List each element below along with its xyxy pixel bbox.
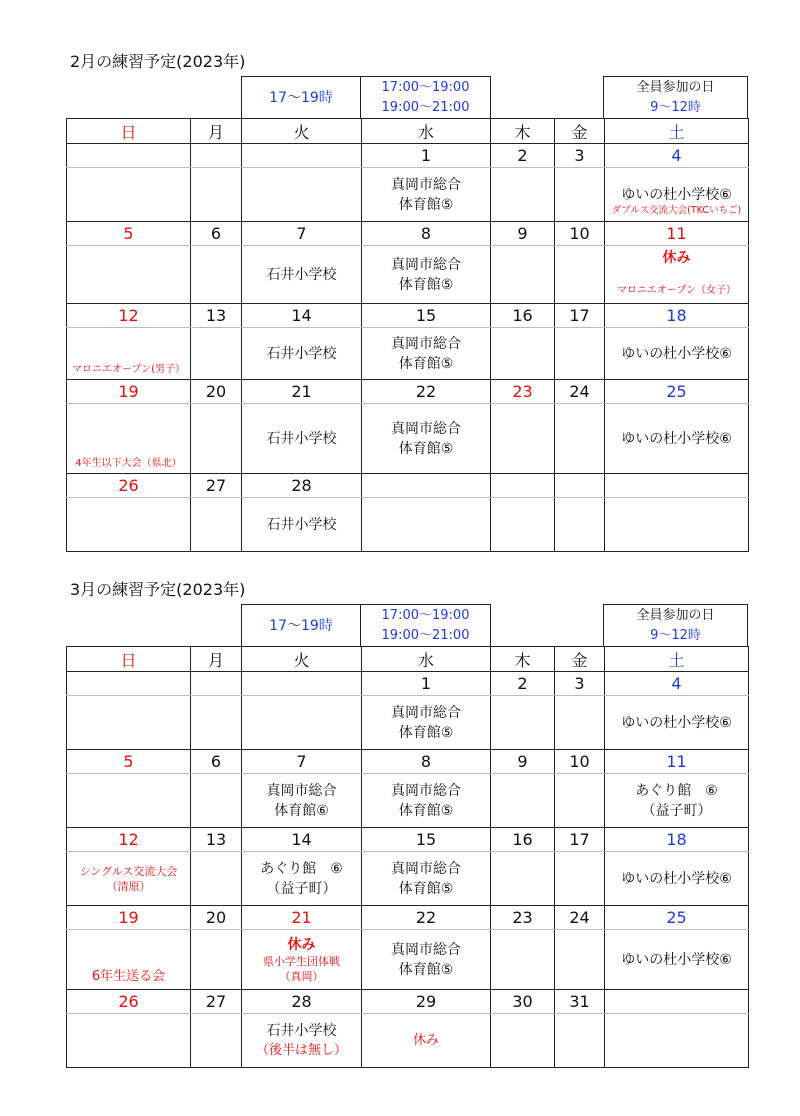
date-cell: 15 bbox=[362, 304, 491, 328]
event-cell bbox=[67, 328, 191, 380]
date-cell: 19 bbox=[67, 906, 191, 930]
mar-title: 3月の練習予定(2023年) bbox=[70, 580, 246, 599]
event-cell bbox=[555, 328, 605, 380]
date-cell: 15 bbox=[362, 828, 491, 852]
mar-wed-hours-1: 17:00～19:00 bbox=[381, 607, 470, 623]
mar-tue-hours-text: 17～19時 bbox=[269, 617, 333, 634]
feb-wed-hours-2: 19:00～21:00 bbox=[381, 99, 470, 115]
event-cell bbox=[67, 696, 191, 750]
date-cell: 3 bbox=[555, 672, 605, 696]
mar-week5-events bbox=[67, 1014, 749, 1068]
mar-sat-hours-1: 全員参加の日 bbox=[636, 607, 715, 623]
event-cell bbox=[67, 930, 191, 990]
venue-line: 体育館⑤ bbox=[398, 355, 454, 372]
event-cell bbox=[605, 1014, 749, 1068]
feb-week1-events bbox=[67, 168, 749, 222]
date-cell: 24 bbox=[555, 906, 605, 930]
event-note: 4年生以下大会（県北） bbox=[75, 458, 182, 469]
feb-sat-hours-2: 9～12時 bbox=[650, 99, 701, 115]
event-cell bbox=[605, 774, 749, 828]
mar-wed-hours-2: 19:00～21:00 bbox=[381, 627, 470, 643]
event-note: ダブルス交流大会(TKCいちご) bbox=[611, 204, 742, 216]
venue-line: 石井小学校 bbox=[266, 266, 337, 283]
feb-wed-hours-1: 17:00～19:00 bbox=[381, 79, 470, 95]
date-cell: 1 bbox=[362, 144, 491, 168]
venue-line: 真岡市総合 bbox=[391, 176, 461, 193]
event-cell bbox=[191, 404, 242, 474]
venue-line: 体育館⑥ bbox=[274, 802, 329, 819]
mar-weekday-header bbox=[67, 647, 749, 672]
date-cell: 4 bbox=[605, 672, 749, 696]
event-note: （清原） bbox=[106, 879, 151, 893]
venue-line: ゆいの杜小学校⑥ bbox=[621, 186, 732, 203]
event-cell bbox=[191, 1014, 242, 1068]
event-cell bbox=[242, 930, 362, 990]
date-cell: 11 bbox=[605, 750, 749, 774]
feb-title: 2月の練習予定(2023年) bbox=[70, 52, 246, 71]
venue-line: 体育館⑤ bbox=[398, 802, 454, 819]
event-cell bbox=[67, 852, 191, 906]
venue-line: ゆいの杜小学校⑥ bbox=[621, 345, 732, 362]
feb-week4-events bbox=[67, 404, 749, 474]
mar-wed-hours bbox=[360, 604, 491, 646]
date-cell: 11 bbox=[605, 222, 749, 246]
date-cell: 4 bbox=[605, 144, 749, 168]
weekday-thu: 木 bbox=[491, 119, 555, 144]
mar-week3-events bbox=[67, 852, 749, 906]
date-cell: 6 bbox=[191, 222, 242, 246]
weekday-sat: 土 bbox=[605, 119, 749, 144]
venue-line: 体育館⑤ bbox=[398, 196, 454, 213]
weekday-sun: 日 bbox=[67, 647, 191, 672]
date-cell: 5 bbox=[67, 750, 191, 774]
cancel-label: 休み bbox=[412, 1032, 439, 1048]
venue-line: あぐり館 ⑥ bbox=[635, 782, 718, 799]
date-cell: 28 bbox=[242, 474, 362, 498]
feb-week4-dates bbox=[67, 380, 749, 404]
date-cell bbox=[67, 144, 191, 168]
weekday-mon: 月 bbox=[191, 647, 242, 672]
date-cell: 27 bbox=[191, 474, 242, 498]
event-note: 県小学生団体戦 bbox=[263, 954, 340, 968]
feb-week5-dates bbox=[67, 474, 749, 498]
weekday-sun: 日 bbox=[67, 119, 191, 144]
event-note: （後半は無し） bbox=[255, 1042, 347, 1058]
feb-week1-dates bbox=[67, 144, 749, 168]
venue-line: 体育館⑤ bbox=[398, 961, 454, 978]
feb-week3-events bbox=[67, 328, 749, 380]
venue-line: 真岡市総合 bbox=[391, 256, 461, 273]
feb-sat-hours-1: 全員参加の日 bbox=[636, 79, 715, 95]
date-cell bbox=[555, 474, 605, 498]
event-cell bbox=[362, 930, 491, 990]
venue-line: 体育館⑤ bbox=[398, 276, 454, 293]
date-cell: 28 bbox=[242, 990, 362, 1014]
mar-week2-dates bbox=[67, 750, 749, 774]
date-cell: 23 bbox=[491, 906, 555, 930]
date-cell: 6 bbox=[191, 750, 242, 774]
venue-line: 真岡市総合 bbox=[391, 941, 461, 958]
date-cell: 18 bbox=[605, 828, 749, 852]
event-cell bbox=[242, 1014, 362, 1068]
event-cell bbox=[555, 246, 605, 304]
event-cell bbox=[191, 774, 242, 828]
date-cell bbox=[605, 990, 749, 1014]
event-cell bbox=[242, 168, 362, 222]
event-cell bbox=[491, 498, 555, 552]
mar-week4-dates bbox=[67, 906, 749, 930]
weekday-wed: 水 bbox=[362, 647, 491, 672]
event-cell bbox=[491, 1014, 555, 1068]
date-cell: 26 bbox=[67, 474, 191, 498]
date-cell: 19 bbox=[67, 380, 191, 404]
event-cell bbox=[362, 168, 491, 222]
event-note: マロニエオープン（女子） bbox=[616, 285, 737, 296]
event-cell bbox=[242, 696, 362, 750]
weekday-tue: 火 bbox=[242, 647, 362, 672]
date-cell: 20 bbox=[191, 380, 242, 404]
mar-tue-hours bbox=[241, 604, 361, 646]
venue-line: 体育館⑤ bbox=[398, 440, 454, 457]
event-cell bbox=[242, 246, 362, 304]
date-cell: 25 bbox=[605, 906, 749, 930]
event-cell bbox=[555, 852, 605, 906]
date-cell: 24 bbox=[555, 380, 605, 404]
date-cell bbox=[191, 672, 242, 696]
mar-week4-events bbox=[67, 930, 749, 990]
date-cell: 30 bbox=[491, 990, 555, 1014]
event-cell bbox=[491, 246, 555, 304]
event-cell bbox=[191, 852, 242, 906]
feb-weekday-header bbox=[67, 119, 749, 144]
venue-line: （益子町） bbox=[641, 802, 712, 819]
feb-sat-hours bbox=[603, 76, 748, 118]
event-cell bbox=[67, 246, 191, 304]
venue-line: 真岡市総合 bbox=[391, 335, 461, 352]
event-note: マロニエオープン(男子） bbox=[71, 364, 185, 375]
date-cell: 14 bbox=[242, 828, 362, 852]
venue-line: ゆいの杜小学校⑥ bbox=[621, 870, 732, 887]
event-cell bbox=[67, 168, 191, 222]
event-cell bbox=[491, 168, 555, 222]
feb-week2-dates bbox=[67, 222, 749, 246]
date-cell: 2 bbox=[491, 672, 555, 696]
event-cell bbox=[191, 328, 242, 380]
event-cell bbox=[605, 930, 749, 990]
date-cell: 7 bbox=[242, 222, 362, 246]
mar-week3-dates bbox=[67, 828, 749, 852]
event-cell bbox=[242, 774, 362, 828]
venue-line: 石井小学校 bbox=[266, 516, 337, 533]
date-cell: 5 bbox=[67, 222, 191, 246]
event-cell bbox=[242, 328, 362, 380]
event-cell bbox=[362, 696, 491, 750]
event-cell bbox=[491, 328, 555, 380]
date-cell: 31 bbox=[555, 990, 605, 1014]
venue-line: ゆいの杜小学校⑥ bbox=[621, 714, 732, 731]
event-cell bbox=[555, 498, 605, 552]
event-cell bbox=[491, 774, 555, 828]
venue-line: 真岡市総合 bbox=[391, 704, 461, 721]
date-cell: 9 bbox=[491, 750, 555, 774]
date-cell: 27 bbox=[191, 990, 242, 1014]
date-cell: 13 bbox=[191, 304, 242, 328]
event-note: 6年生送る会 bbox=[91, 969, 166, 984]
event-cell bbox=[362, 498, 491, 552]
date-cell: 23 bbox=[491, 380, 555, 404]
date-cell: 10 bbox=[555, 222, 605, 246]
venue-line: ゆいの杜小学校⑥ bbox=[621, 430, 732, 447]
date-cell: 8 bbox=[362, 222, 491, 246]
mar-sat-hours bbox=[603, 604, 748, 646]
event-cell bbox=[555, 696, 605, 750]
event-cell bbox=[67, 498, 191, 552]
date-cell bbox=[242, 144, 362, 168]
date-cell: 20 bbox=[191, 906, 242, 930]
weekday-wed: 水 bbox=[362, 119, 491, 144]
event-cell bbox=[555, 1014, 605, 1068]
date-cell: 26 bbox=[67, 990, 191, 1014]
event-cell bbox=[555, 774, 605, 828]
mar-sat-hours-2: 9～12時 bbox=[650, 627, 701, 643]
event-cell bbox=[242, 404, 362, 474]
date-cell: 8 bbox=[362, 750, 491, 774]
event-cell bbox=[605, 852, 749, 906]
date-cell: 17 bbox=[555, 828, 605, 852]
date-cell bbox=[605, 474, 749, 498]
event-cell bbox=[362, 852, 491, 906]
date-cell: 22 bbox=[362, 380, 491, 404]
date-cell bbox=[242, 672, 362, 696]
venue-line: 体育館⑤ bbox=[398, 880, 454, 897]
feb-tue-hours bbox=[241, 76, 361, 118]
venue-line: 真岡市総合 bbox=[391, 420, 461, 437]
date-cell: 21 bbox=[242, 906, 362, 930]
event-cell bbox=[555, 930, 605, 990]
event-cell bbox=[191, 696, 242, 750]
weekday-tue: 火 bbox=[242, 119, 362, 144]
event-cell bbox=[191, 246, 242, 304]
event-cell bbox=[191, 498, 242, 552]
event-cell bbox=[605, 498, 749, 552]
date-cell: 9 bbox=[491, 222, 555, 246]
event-cell bbox=[242, 852, 362, 906]
date-cell: 25 bbox=[605, 380, 749, 404]
event-note: シングルス交流大会 bbox=[79, 864, 178, 878]
date-cell: 18 bbox=[605, 304, 749, 328]
event-cell bbox=[491, 852, 555, 906]
date-cell bbox=[491, 474, 555, 498]
event-cell bbox=[555, 168, 605, 222]
date-cell: 17 bbox=[555, 304, 605, 328]
event-cell bbox=[191, 168, 242, 222]
venue-line: あぐり館 ⑥ bbox=[260, 860, 343, 877]
event-cell bbox=[491, 404, 555, 474]
venue-line: 石井小学校 bbox=[266, 345, 337, 362]
weekday-sat: 土 bbox=[605, 647, 749, 672]
date-cell bbox=[67, 672, 191, 696]
date-cell: 2 bbox=[491, 144, 555, 168]
date-cell: 16 bbox=[491, 304, 555, 328]
feb-week2-events bbox=[67, 246, 749, 304]
weekday-thu: 木 bbox=[491, 647, 555, 672]
feb-week5-events bbox=[67, 498, 749, 552]
venue-line: 真岡市総合 bbox=[391, 860, 461, 877]
date-cell: 1 bbox=[362, 672, 491, 696]
event-cell bbox=[491, 696, 555, 750]
venue-line: ゆいの杜小学校⑥ bbox=[621, 951, 732, 968]
mar-week1-events bbox=[67, 696, 749, 750]
venue-line: 真岡市総合 bbox=[266, 782, 337, 799]
event-cell bbox=[191, 930, 242, 990]
event-cell bbox=[362, 328, 491, 380]
mar-calendar bbox=[66, 646, 749, 1068]
mar-week5-dates bbox=[67, 990, 749, 1014]
event-cell bbox=[555, 404, 605, 474]
date-cell: 7 bbox=[242, 750, 362, 774]
mar-week2-events bbox=[67, 774, 749, 828]
event-cell bbox=[242, 498, 362, 552]
date-cell: 21 bbox=[242, 380, 362, 404]
cancel-label: 休み bbox=[662, 250, 691, 266]
date-cell: 22 bbox=[362, 906, 491, 930]
date-cell: 14 bbox=[242, 304, 362, 328]
date-cell: 13 bbox=[191, 828, 242, 852]
venue-line: 体育館⑤ bbox=[398, 724, 454, 741]
weekday-fri: 金 bbox=[555, 119, 605, 144]
event-note: （真岡） bbox=[279, 969, 324, 983]
feb-week3-dates bbox=[67, 304, 749, 328]
event-cell bbox=[605, 328, 749, 380]
venue-line: 石井小学校 bbox=[266, 430, 337, 447]
date-cell bbox=[191, 144, 242, 168]
feb-tue-hours-text: 17～19時 bbox=[269, 89, 333, 106]
venue-line: 石井小学校 bbox=[266, 1022, 337, 1039]
event-cell bbox=[362, 246, 491, 304]
event-cell bbox=[362, 774, 491, 828]
date-cell: 10 bbox=[555, 750, 605, 774]
cancel-label: 休み bbox=[287, 936, 316, 953]
event-cell bbox=[67, 1014, 191, 1068]
venue-line: 真岡市総合 bbox=[391, 782, 461, 799]
venue-line: （益子町） bbox=[266, 880, 337, 897]
feb-wed-hours bbox=[360, 76, 491, 118]
event-cell bbox=[362, 404, 491, 474]
mar-week1-dates bbox=[67, 672, 749, 696]
date-cell: 12 bbox=[67, 828, 191, 852]
weekday-fri: 金 bbox=[555, 647, 605, 672]
event-cell bbox=[605, 404, 749, 474]
feb-calendar bbox=[66, 118, 749, 552]
date-cell: 29 bbox=[362, 990, 491, 1014]
date-cell: 12 bbox=[67, 304, 191, 328]
weekday-mon: 月 bbox=[191, 119, 242, 144]
event-cell bbox=[67, 404, 191, 474]
date-cell bbox=[362, 474, 491, 498]
event-cell bbox=[605, 246, 749, 304]
event-cell bbox=[67, 774, 191, 828]
event-cell bbox=[605, 168, 749, 222]
event-cell bbox=[605, 696, 749, 750]
event-cell bbox=[491, 930, 555, 990]
date-cell: 3 bbox=[555, 144, 605, 168]
date-cell: 16 bbox=[491, 828, 555, 852]
event-cell bbox=[362, 1014, 491, 1068]
